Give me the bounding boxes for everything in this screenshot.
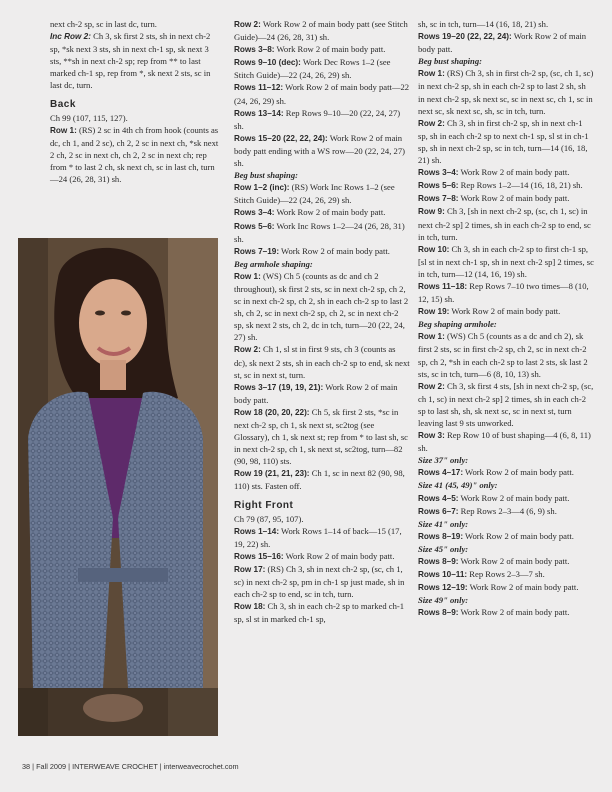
- instruction-paragraph: [234, 550, 410, 563]
- row-label: Rows 19–20 (22, 22, 24):: [418, 32, 512, 42]
- instruction-paragraph: [234, 107, 410, 132]
- instruction-paragraph: [234, 467, 410, 492]
- row-label: Row 2:: [418, 118, 445, 128]
- row-text: Ch 1, sl st in first 9 sts, ch 3 (counts as dc), sk next 2 sts, sh in each ch-2 sp to end, sk next st, sc in next st, turn.: [234, 344, 410, 380]
- row-text: Ch 5, sk first 2 sts, *sc in next ch-2 sp, ch 1, sk next st, sc2tog (see Glossary), ch 1, sk next st; rep from * to last sh, sc in next ch-2 sp, ch 1, sk next st, sc2tog, turn—82 (90, 98, 110) sts.: [234, 406, 408, 467]
- row-label: Rows 3–4:: [418, 168, 459, 178]
- row-label: Row 2:: [418, 381, 445, 391]
- instruction-paragraph: [418, 117, 594, 166]
- instruction-paragraph: [418, 205, 594, 242]
- issue-label: Fall 2009: [36, 762, 67, 771]
- row-label: Row 18:: [234, 602, 266, 612]
- row-label: Row 18 (20, 20, 22):: [234, 407, 310, 417]
- section-heading: Back: [50, 98, 76, 110]
- row-label: Rows 3–8:: [234, 45, 275, 55]
- row-text: Work Row 2 of main body patt.: [418, 31, 587, 55]
- instruction-paragraph: [418, 330, 594, 379]
- row-label: Rows 5–6:: [418, 181, 459, 191]
- row-label: Row 10:: [418, 244, 450, 254]
- row-label: Row 1:: [234, 271, 261, 281]
- row-text: Work Row 2 of main body patt.: [449, 306, 561, 317]
- column-middle: [234, 18, 410, 626]
- instruction-paragraph: [234, 563, 410, 600]
- instruction-paragraph: [234, 43, 410, 56]
- instruction-paragraph: [50, 124, 222, 185]
- row-text: Work Rows 1–14 of back—15 (17, 19, 22) sh.: [234, 525, 402, 549]
- row-label: Rows 13–14:: [234, 108, 284, 118]
- row-label: Rows 10–11:: [418, 570, 468, 580]
- row-label: Row 19:: [418, 307, 450, 317]
- subsection-heading: Beg bust shaping:: [234, 170, 298, 181]
- row-text: Work Row 2 of main body patt.: [467, 582, 579, 593]
- instruction-paragraph: [50, 112, 222, 124]
- row-label: Rows 3–17 (19, 19, 21):: [234, 382, 324, 392]
- row-text: Ch 3, sh in each ch-2 sp to marked ch-1 sp, sl st in marked ch-1 sp,: [234, 601, 405, 625]
- row-text: Rep Rows 2–3—7 sh.: [467, 569, 545, 580]
- footer-separator: |: [159, 762, 162, 771]
- row-label: Rows 11–12:: [234, 83, 284, 93]
- instruction-paragraph: [234, 343, 410, 380]
- instruction-paragraph: [234, 381, 410, 406]
- subsection-heading: Beg bust shaping:: [418, 56, 482, 67]
- instruction-paragraph: [418, 568, 594, 581]
- magazine-name: INTERWEAVE CROCHET: [72, 762, 158, 771]
- row-text: Rep Rows 1–2—14 (16, 18, 21) sh.: [458, 180, 583, 191]
- row-text: Ch 3, sk first 4 sts, [sh in next ch-2 sp, (sc, ch 1, sc) in next ch-2 sp] 2 times, sh in each ch-2 sp to last sh, sh, sk next sc, sc in next st, turn leaving last 9 sts unworked.: [418, 380, 594, 428]
- row-text: Rep Rows 9–10—20 (22, 24, 27) sh.: [234, 107, 401, 131]
- page-number: 38: [22, 762, 31, 771]
- row-label: Rows 12–19:: [418, 583, 468, 593]
- instruction-paragraph: [234, 56, 410, 81]
- subsection-heading: Size 49" only:: [418, 595, 469, 606]
- row-label: Rows 8–19:: [418, 531, 464, 541]
- instruction-paragraph: [234, 245, 410, 258]
- instruction-paragraph: [418, 380, 594, 429]
- instruction-paragraph: [418, 179, 594, 192]
- model-photo: [18, 238, 218, 736]
- column-right: [418, 18, 594, 620]
- instruction-paragraph: [418, 243, 594, 280]
- row-label: Row 2:: [234, 20, 261, 29]
- row-label: Row 1:: [418, 69, 445, 79]
- row-label: Rows 8–9:: [418, 608, 459, 618]
- row-label: Inc Row 2:: [50, 32, 91, 42]
- subsection-heading: Beg armhole shaping:: [234, 258, 313, 269]
- subsection-heading: Size 41 (45, 49)" only:: [418, 480, 498, 491]
- row-text: Work Row 2 of main body patt.: [279, 245, 390, 256]
- instruction-paragraph: [234, 18, 410, 43]
- row-text: next ch-2 sp, sc in last dc, turn.: [50, 19, 157, 29]
- row-text: Work Row 2 of main body patt.: [458, 492, 570, 503]
- instruction-paragraph: [418, 280, 594, 305]
- row-label: Rows 9–10 (dec):: [234, 58, 301, 68]
- row-text: (RS) Ch 3, sh in next ch-2 sp, (sc, ch 1, sc) in next ch-2 sp, pm in ch-1 sp just made, sh in each ch-2 sp to end, sc in tch, turn.: [234, 564, 405, 600]
- instruction-paragraph: [418, 18, 594, 30]
- row-label: Row 2:: [234, 345, 261, 355]
- subsection-heading: Size 41" only:: [418, 518, 469, 529]
- instruction-paragraph: [418, 166, 594, 179]
- row-text: Work Row 2 of main body patt.: [458, 167, 570, 178]
- row-text: Work Row 2 of main body patt—22 (24, 26, 29) sh.: [234, 82, 410, 106]
- instruction-paragraph: [234, 525, 410, 550]
- row-label: Rows 15–20 (22, 22, 24):: [234, 133, 328, 143]
- row-text: Work Row 2 of main body patt.: [463, 530, 574, 541]
- row-label: Rows 5–6:: [234, 221, 275, 231]
- row-text: Ch 3, sk first 2 sts, sh in next ch-2 sp, *sk next 3 sts, sh in next ch-1 sp, sk next 3 sts, **sh in next ch-2 sp; rep from ** to last marked ch-1 sp, rep from *, sk next 2 sts, sc in last dc, turn.: [50, 31, 211, 91]
- instruction-paragraph: [418, 466, 594, 479]
- instruction-paragraph: [234, 270, 410, 344]
- row-text: (WS) Ch 5 (counts as dc and ch 2 throughout), sk first 2 sts, sc in next ch-2 sp, ch 2, sc in next ch-2 sp, ch 2, sh in each ch-2 sp to last 2 sh, ch 2, sc in next ch-2 sp, ch 2, sc in next ch-2 sp, sk next 2 sts, ch 2, dc in tch, turn—20 (22, 24, 27) sh.: [234, 270, 409, 343]
- row-text: Work Row 2 of main body patt.: [463, 467, 574, 478]
- instruction-paragraph: [234, 181, 410, 206]
- row-text: Work Inc Rows 1–2—24 (26, 28, 31) sh.: [234, 220, 405, 244]
- row-label: Row 19 (21, 21, 23):: [234, 469, 310, 479]
- row-text: (WS) Ch 5 (counts as a dc and ch 2), sk first 2 sts, sc in first ch-2 sp, ch 2, sc in next ch-2 sp, ch 2, *sh in each ch-2 sp to last 2 sts, sk last 2 sts, sc in tch, turn—6 (8, 10, 13) sh.: [418, 331, 588, 379]
- instruction-paragraph: [418, 192, 594, 205]
- row-text: Work Row 2 of main body patt.: [274, 207, 386, 218]
- footer-separator: |: [68, 762, 71, 771]
- row-label: Rows 6–7:: [418, 506, 459, 516]
- row-label: Row 1:: [418, 332, 445, 342]
- row-text: Work Dec Rows 1–2 (see Stitch Guide)—22 (24, 26, 29) sh.: [234, 57, 391, 81]
- instruction-paragraph: [418, 530, 594, 543]
- instruction-paragraph: [234, 406, 410, 467]
- instruction-paragraph: [234, 513, 410, 525]
- row-text: Ch 99 (107, 115, 127).: [50, 112, 128, 123]
- row-label: Rows 7–19:: [234, 246, 280, 256]
- row-text: Rep Row 10 of bust shaping—4 (6, 8, 11) sh.: [418, 430, 591, 454]
- row-text: Work Row 2 of main body patt.: [458, 193, 570, 204]
- instruction-paragraph: [418, 305, 594, 318]
- photo-of-woman-in-crochet-cardigan-icon: [18, 238, 218, 736]
- instruction-paragraph: [418, 581, 594, 594]
- instruction-paragraph: [418, 492, 594, 505]
- instruction-paragraph: [234, 132, 410, 169]
- row-label: Row 17:: [234, 565, 266, 575]
- subsection-heading: Size 45" only:: [418, 543, 469, 554]
- instruction-paragraph: [50, 30, 222, 91]
- row-label: Rows 8–9:: [418, 557, 459, 567]
- row-label: Rows 4–17:: [418, 468, 464, 478]
- instruction-paragraph: [234, 81, 410, 106]
- row-text: (RS) Work Inc Rows 1–2 (see Stitch Guide)—22 (24, 26, 29) sh.: [234, 182, 395, 206]
- row-label: Rows 11–18:: [418, 281, 468, 291]
- row-text: Work Row 2 of main body patt.: [274, 44, 386, 55]
- row-text: Work Row 2 of main body patt (see Stitch Guide)—24 (26, 28, 31) sh.: [234, 19, 408, 43]
- subsection-heading: Size 37" only:: [418, 455, 469, 466]
- website-url: interweavecrochet.com: [163, 762, 239, 771]
- row-text: Work Row 2 of main body patt.: [458, 607, 570, 618]
- subsection-heading: Beg shaping armhole:: [418, 319, 497, 330]
- instruction-paragraph: [234, 206, 410, 219]
- row-text: Ch 79 (87, 95, 107).: [234, 513, 304, 524]
- row-text: (RS) Ch 3, sh in first ch-2 sp, (sc, ch 1, sc) in next ch-2 sp, sh in each ch-2 sp to last 2 sh, sh in next ch-2 sp, sk next sc, sc in next sc, ch 1, sc in next sc, sk next sc, sh, sc in tch, turn.: [418, 68, 594, 116]
- row-text: Ch 3, [sh in next ch-2 sp, (sc, ch 1, sc) in next ch-2 sp] 2 times, sh in each ch-2 sp to end, sc in tch, turn.: [418, 206, 591, 242]
- instruction-paragraph: [50, 18, 222, 30]
- row-text: sh, sc in tch, turn—14 (16, 18, 21) sh.: [418, 19, 549, 29]
- row-label: Row 1:: [50, 125, 77, 135]
- row-label: Row 3:: [418, 431, 445, 441]
- row-label: Rows 7–8:: [418, 194, 459, 204]
- row-text: Ch 3, sh in each ch-2 sp to first ch-1 sp, [sl st in next ch-1 sp, sh in next ch-2 sp] 2 times, sc in tch, turn—12 (14, 16, 19) sh.: [418, 243, 594, 279]
- row-text: (RS) 2 sc in 4th ch from hook (counts as dc, ch 1, and 2 sc), ch 2, 2 sc in next ch, *sk next 2 ch, 2 sc in next ch, ch 2, 2 sc in next ch; rep from * to last 2 ch, sk next ch, sc in last ch, turn—24 (26, 28, 31) sh.: [50, 124, 219, 185]
- instruction-paragraph: [418, 555, 594, 568]
- row-label: Row 9:: [418, 207, 445, 217]
- instruction-paragraph: [234, 600, 410, 625]
- instruction-paragraph: [418, 429, 594, 454]
- instruction-paragraph: [418, 30, 594, 55]
- row-text: Ch 3, sh in first ch-2 sp, sh in next ch-1 sp, sh in each ch-2 sp to next ch-1 sp, sl st in ch-1 sp, sh in next ch-2 sp, sc in tch, turn—14 (16, 18, 21) sh.: [418, 117, 589, 166]
- row-text: Rep Rows 7–10 two times—8 (10, 12, 15) sh.: [418, 280, 589, 305]
- row-text: Work Row 2 of main body patt.: [458, 556, 570, 567]
- footer-separator: |: [32, 762, 35, 771]
- row-text: Work Row 2 of main body patt ending with a WS row—20 (22, 24, 27) sh.: [234, 132, 405, 169]
- row-label: Rows 3–4:: [234, 208, 275, 218]
- row-text: Rep Rows 2–3—4 (6, 9) sh.: [458, 505, 557, 516]
- instruction-paragraph: [418, 606, 594, 619]
- row-label: Rows 4–5:: [418, 493, 459, 503]
- page-footer: [22, 762, 239, 771]
- row-label: Rows 15–16:: [234, 551, 284, 561]
- row-label: Rows 1–14:: [234, 526, 280, 536]
- row-text: Work Row 2 of main body patt.: [283, 550, 395, 561]
- row-text: Work Row 2 of main body patt.: [234, 381, 398, 405]
- instruction-paragraph: [418, 505, 594, 518]
- section-heading: Right Front: [234, 499, 294, 511]
- instruction-paragraph: [418, 67, 594, 116]
- instruction-paragraph: [234, 220, 410, 245]
- row-label: Row 1–2 (inc):: [234, 183, 290, 193]
- row-text: Ch 1, sc in next 82 (90, 98, 110) sts. Fasten off.: [234, 468, 405, 492]
- column-left-top: [50, 18, 222, 185]
